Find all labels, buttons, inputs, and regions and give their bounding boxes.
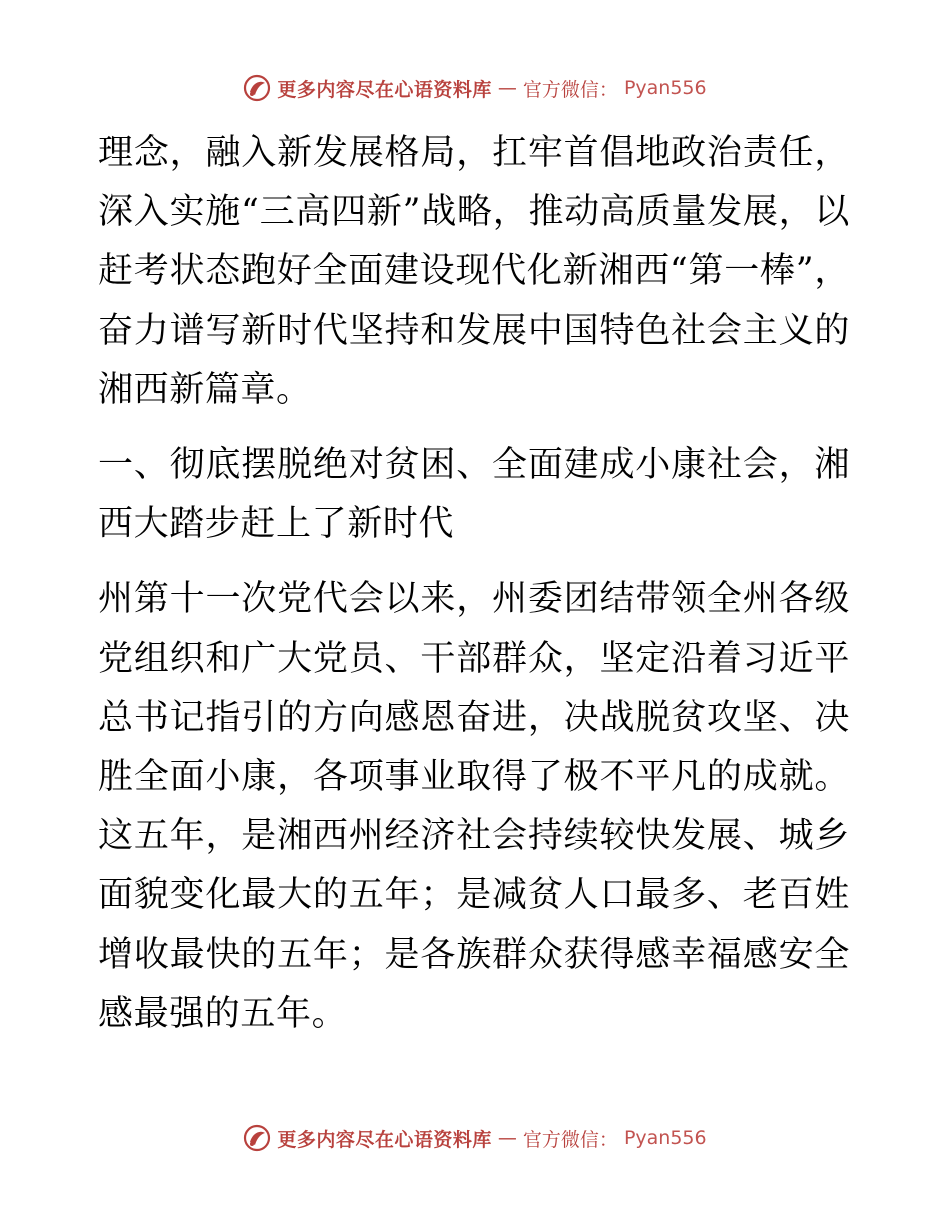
document-body (98, 124, 850, 1044)
logo-icon (243, 74, 271, 102)
watermark-text: 更多内容尽在心语资料库 (277, 1128, 492, 1151)
section-heading: 一、彻底摆脱绝对贫困、全面建成小康社会，湘西大踏步赶上了新时代 (98, 445, 850, 545)
watermark-wechat-id: Pyan556 (623, 77, 707, 99)
paragraph-1: 理念，融入新发展格局，扛牢首倡地政治责任，深入实施“三高四新”战略，推动高质量发展，以赶考状态跑好全面建设现代化新湘西“第一棒”，奋力谱写新时代坚持和发展中国特色社会主义的湘西新篇章。 (98, 133, 850, 410)
paragraph-2: 州第十一次党代会以来，州委团结带领全州各级党组织和广大党员、干部群众，坚定沿着习近平总书记指引的方向感恩奋进，决战脱贫攻坚、决胜全面小康，各项事业取得了极不平凡的成就。这五年，是湘西州经济社会持续较快发展、城乡面貌变化最大的五年；是减贫人口最多、老百姓增收最快的五年；是各族群众获得感幸福感安全感最强的五年。 (98, 579, 850, 1034)
footer-watermark (0, 1124, 950, 1152)
watermark-separator: — (497, 1127, 517, 1149)
watermark-wechat-id: Pyan556 (623, 1127, 707, 1149)
watermark-separator: — (497, 77, 517, 99)
watermark-text: 更多内容尽在心语资料库 (277, 78, 492, 101)
watermark-wechat-label: 官方微信： (522, 1128, 618, 1151)
logo-icon (243, 1124, 271, 1152)
watermark-wechat-label: 官方微信： (522, 78, 618, 101)
header-watermark (0, 74, 950, 102)
